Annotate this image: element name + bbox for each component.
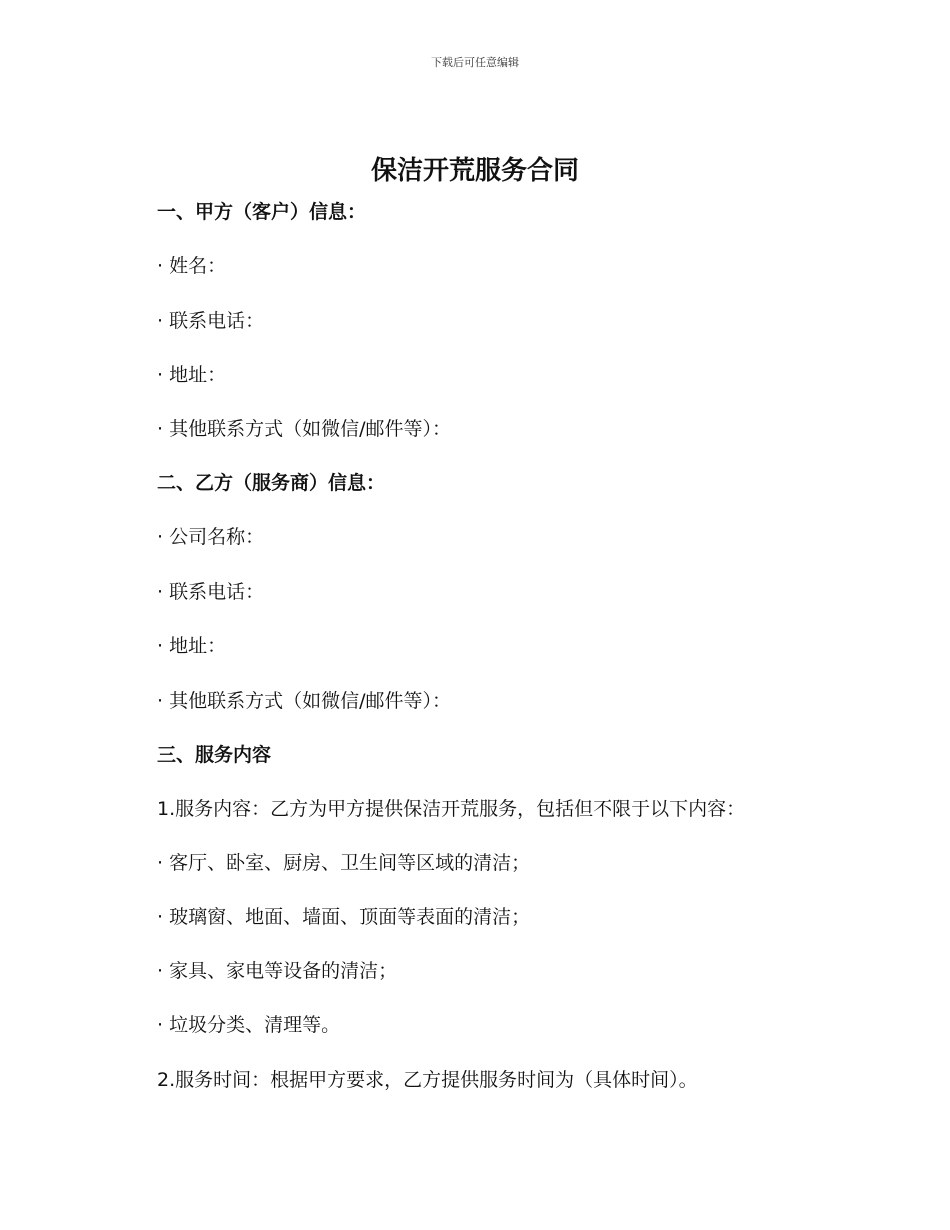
section-heading-party-b: 二、乙方（服务商）信息： xyxy=(157,472,386,494)
header-note: 下载后可任意编辑 xyxy=(431,56,519,69)
party-b-address-field: · 地址： xyxy=(157,635,227,657)
service-time-item: 2.服务时间：根据甲方要求，乙方提供服务时间为（具体时间）。 xyxy=(157,1069,698,1091)
service-bullet: · 垃圾分类、清理等。 xyxy=(157,1014,341,1036)
party-b-company-field: · 公司名称： xyxy=(157,526,265,548)
party-a-phone-field: · 联系电话： xyxy=(157,310,265,332)
service-bullet: · 客厅、卧室、厨房、卫生间等区域的清洁； xyxy=(157,852,531,874)
section-heading-party-a: 一、甲方（客户）信息： xyxy=(157,201,367,223)
service-content-item: 1.服务内容：乙方为甲方提供保洁开荒服务，包括但不限于以下内容： xyxy=(157,798,746,820)
document-title: 保洁开荒服务合同 xyxy=(370,156,579,186)
service-bullet: · 玻璃窗、地面、墙面、顶面等表面的清洁； xyxy=(157,906,531,928)
service-bullet: · 家具、家电等设备的清洁； xyxy=(157,960,398,982)
party-a-other-contact-field: · 其他联系方式（如微信/邮件等）： xyxy=(157,418,451,440)
party-a-address-field: · 地址： xyxy=(157,364,227,386)
party-b-phone-field: · 联系电话： xyxy=(157,581,265,603)
party-b-other-contact-field: · 其他联系方式（如微信/邮件等）： xyxy=(157,690,451,712)
party-a-name-field: · 姓名： xyxy=(157,255,227,277)
section-heading-service-content: 三、服务内容 xyxy=(157,744,272,766)
